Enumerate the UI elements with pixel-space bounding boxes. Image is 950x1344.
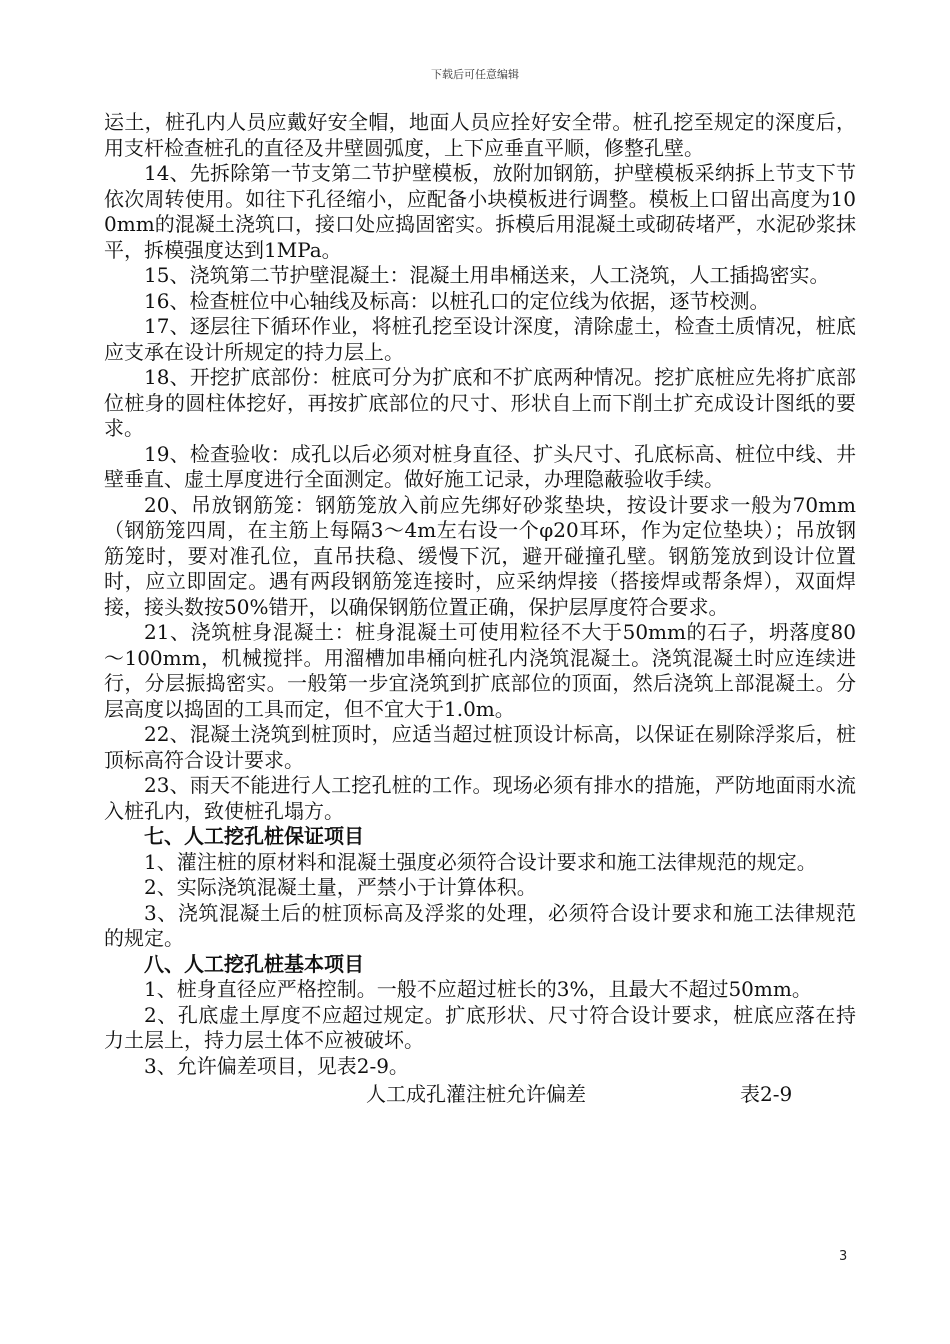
paragraph: 17、逐层往下循环作业，将桩孔挖至设计深度，清除虚土，检查土质情况，桩底应支承在设计所规定的持力层上。	[104, 314, 856, 364]
table-caption-number: 表2-9	[740, 1082, 793, 1106]
section-heading: 七、人工挖孔桩保证项目	[144, 824, 364, 848]
document-body	[104, 110, 856, 1107]
paragraph-list	[104, 110, 856, 1079]
paragraph: 2、实际浇筑混凝土量，严禁小于计算体积。	[144, 875, 537, 899]
paragraph: 19、检查验收：成孔以后必须对桩身直径、扩头尺寸、孔底标高、桩位中线、井壁垂直、虚土厚度进行全面测定。做好施工记录，办理隐蔽验收手续。	[104, 441, 856, 491]
paragraph: 1、桩身直径应严格控制。一般不应超过桩长的3%，且最大不超过50mm。	[144, 977, 812, 1001]
paragraph: 14、先拆除第一节支第二节护壁模板，放附加钢筋，护壁模板采纳拆上节支下节依次周转使用。如往下孔径缩小，应配备小块模板进行调整。模板上口留出高度为100mm的混凝土浇筑口，接口处应捣固密实。拆模后用混凝土或砌砖堵严，水泥砂浆抹平，拆模强度达到1MPa。	[104, 161, 856, 262]
table-caption	[104, 1081, 856, 1107]
paragraph: 23、雨天不能进行人工挖孔桩的工作。现场必须有排水的措施，严防地面雨水流入桩孔内，致使桩孔塌方。	[104, 773, 856, 823]
paragraph: 运土，桩孔内人员应戴好安全帽，地面人员应拴好安全带。桩孔挖至规定的深度后，用支杆检查桩孔的直径及井壁圆弧度，上下应垂直平顺，修整孔壁。	[104, 110, 856, 160]
header-note: 下载后可任意编辑	[431, 68, 519, 81]
paragraph: 15、浇筑第二节护壁混凝土：混凝土用串桶送来，人工浇筑，人工插捣密实。	[144, 263, 830, 287]
page-number: 3	[839, 1249, 848, 1264]
paragraph: 3、浇筑混凝土后的桩顶标高及浮浆的处理，必须符合设计要求和施工法律规范的规定。	[104, 900, 856, 950]
paragraph: 1、灌注桩的原材料和混凝土强度必须符合设计要求和施工法律规范的规定。	[144, 849, 817, 874]
paragraph: 18、开挖扩底部份：桩底可分为扩底和不扩底两种情况。挖扩底桩应先将扩底部位桩身的圆柱体挖好，再按扩底部位的尺寸、形状自上而下削土扩充成设计图纸的要求。	[104, 365, 856, 440]
paragraph: 2、孔底虚土厚度不应超过规定。扩底形状、尺寸符合设计要求，桩底应落在持力土层上，持力层土体不应被破坏。	[104, 1002, 856, 1052]
paragraph: 3、允许偏差项目，见表2-9。	[144, 1053, 409, 1078]
paragraph: 22、混凝土浇筑到桩顶时，应适当超过桩顶设计标高，以保证在剔除浮浆后，桩顶标高符合设计要求。	[104, 722, 856, 772]
paragraph: 20、吊放钢筋笼：钢筋笼放入前应先绑好砂浆垫块，按设计要求一般为70mm（钢筋笼四周，在主筋上每隔3～4m左右设一个φ20耳环，作为定位垫块）；吊放钢筋笼时，要对准孔位，直吊扶稳、缓慢下沉，避开碰撞孔壁。钢筋笼放到设计位置时，应立即固定。遇有两段钢筋笼连接时，应采纳焊接（搭接焊或帮条焊），双面焊接，接头数按50%错开，以确保钢筋位置正确，保护层厚度符合要求。	[104, 492, 856, 619]
paragraph: 21、浇筑桩身混凝土：桩身混凝土可使用粒径不大于50mm的石子，坍落度80～100mm，机械搅拌。用溜槽加串桶向桩孔内浇筑混凝土。浇筑混凝土时应连续进行，分层振捣密实。一般第一步宜浇筑到扩底部位的顶面，然后浇筑上部混凝土。分层高度以捣固的工具而定，但不宜大于1.0m。	[104, 620, 856, 721]
paragraph: 16、检查桩位中心轴线及标高：以桩孔口的定位线为依据，逐节校测。	[144, 288, 770, 313]
section-heading: 八、人工挖孔桩基本项目	[144, 951, 364, 976]
table-caption-title: 人工成孔灌注桩允许偏差	[366, 1082, 586, 1106]
